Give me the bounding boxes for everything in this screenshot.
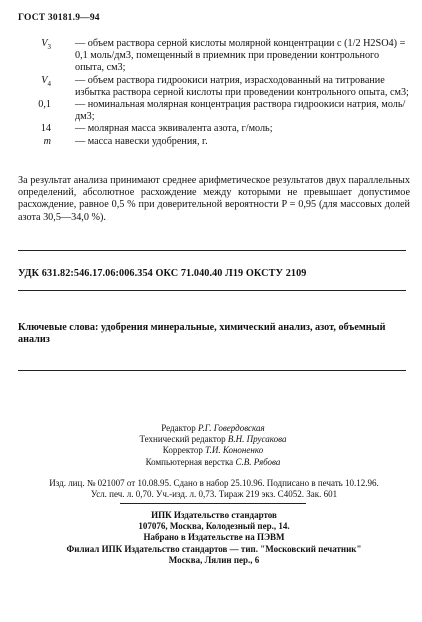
divider-top xyxy=(18,250,406,251)
definition-text: — масса навески удобрения, г. xyxy=(75,135,208,147)
divider-keywords xyxy=(18,370,406,371)
standard-header: ГОСТ 30181.9—94 xyxy=(18,13,100,23)
credit-layout: Компьютерная верстка С.В. Рябова xyxy=(145,456,281,467)
definition-symbol: 0,1 xyxy=(38,99,51,111)
publisher-line: 107076, Москва, Колодезный пер., 14. xyxy=(138,521,290,532)
definition-molar-mass xyxy=(18,123,410,135)
publisher-line: Москва, Лялин пер., 6 xyxy=(168,554,260,565)
definition-symbol: V xyxy=(41,74,48,86)
imprint-line: Усл. печ. л. 0,70. Уч.-изд. л. 0,73. Тираж 219 экз. С4052. Зак. 601 xyxy=(90,489,338,500)
credit-editor: Редактор Р.Г. Говердовская xyxy=(161,423,265,433)
keywords: Ключевые слова: удобрения минеральные, химический анализ, азот, объемный анализ xyxy=(18,322,386,346)
credit-tech-editor: Технический редактор В.Н. Прусакова xyxy=(139,434,287,445)
definition-concentration xyxy=(18,99,410,123)
divider-publisher xyxy=(120,503,306,504)
divider-middle xyxy=(18,290,406,291)
publisher-info xyxy=(18,510,410,566)
imprint-info xyxy=(18,478,410,500)
definition-mass xyxy=(18,136,410,148)
imprint-line: Изд. лиц. № 021007 от 10.08.95. Сдано в набор 25.10.96. Подписано в печать 10.12.96. xyxy=(49,478,379,488)
publisher-line: Набрано в Издательстве на ПЭВМ xyxy=(143,532,285,543)
publisher-line: ИПК Издательство стандартов xyxy=(151,510,277,520)
udk-classification: УДК 631.82:546.17.06:006.354 ОКС 71.040.40 Л19 ОКСТУ 2109 xyxy=(18,268,307,279)
variable-definitions xyxy=(18,38,410,148)
publisher-line: Филиал ИПК Издательство стандартов — тип. "Московский печатник" xyxy=(66,543,362,554)
definition-text: — объем раствора гидроокиси натрия, израсходованный на титрование избытка раствора серной кислоты при проведении контрольного опыта, см3; xyxy=(75,74,409,98)
definition-subscript: 4 xyxy=(47,79,51,88)
definition-v3 xyxy=(18,38,410,75)
editorial-credits xyxy=(118,423,308,468)
definition-text: — номинальная молярная концентрация раствора гидроокиси натрия, моль/дм3; xyxy=(75,99,406,123)
definition-symbol: m xyxy=(43,135,51,147)
definition-symbol: 14 xyxy=(40,123,51,135)
definition-v4 xyxy=(18,75,410,99)
result-paragraph: За результат анализа принимают среднее арифметическое результатов двух параллельных определений, абсолютное расхождение между которыми не превышает допустимое расхождение, равное 0,5 % при доверительной вероятности P = 0,95 (для массовых долей азота 30,5—34,0 %). xyxy=(18,175,410,223)
definition-symbol: V xyxy=(41,38,48,49)
definition-text: — объем раствора серной кислоты молярной концентрации c (1/2 H2SO4) = 0,1 моль/дм3, помещенный в приемник при проведении контрольного опыта, см3; xyxy=(75,38,406,74)
credit-proofreader: Корректор Т.И. Кононенко xyxy=(162,445,264,456)
definition-text: — молярная масса эквивалента азота, г/моль; xyxy=(75,123,273,135)
definition-subscript: 3 xyxy=(47,43,51,52)
